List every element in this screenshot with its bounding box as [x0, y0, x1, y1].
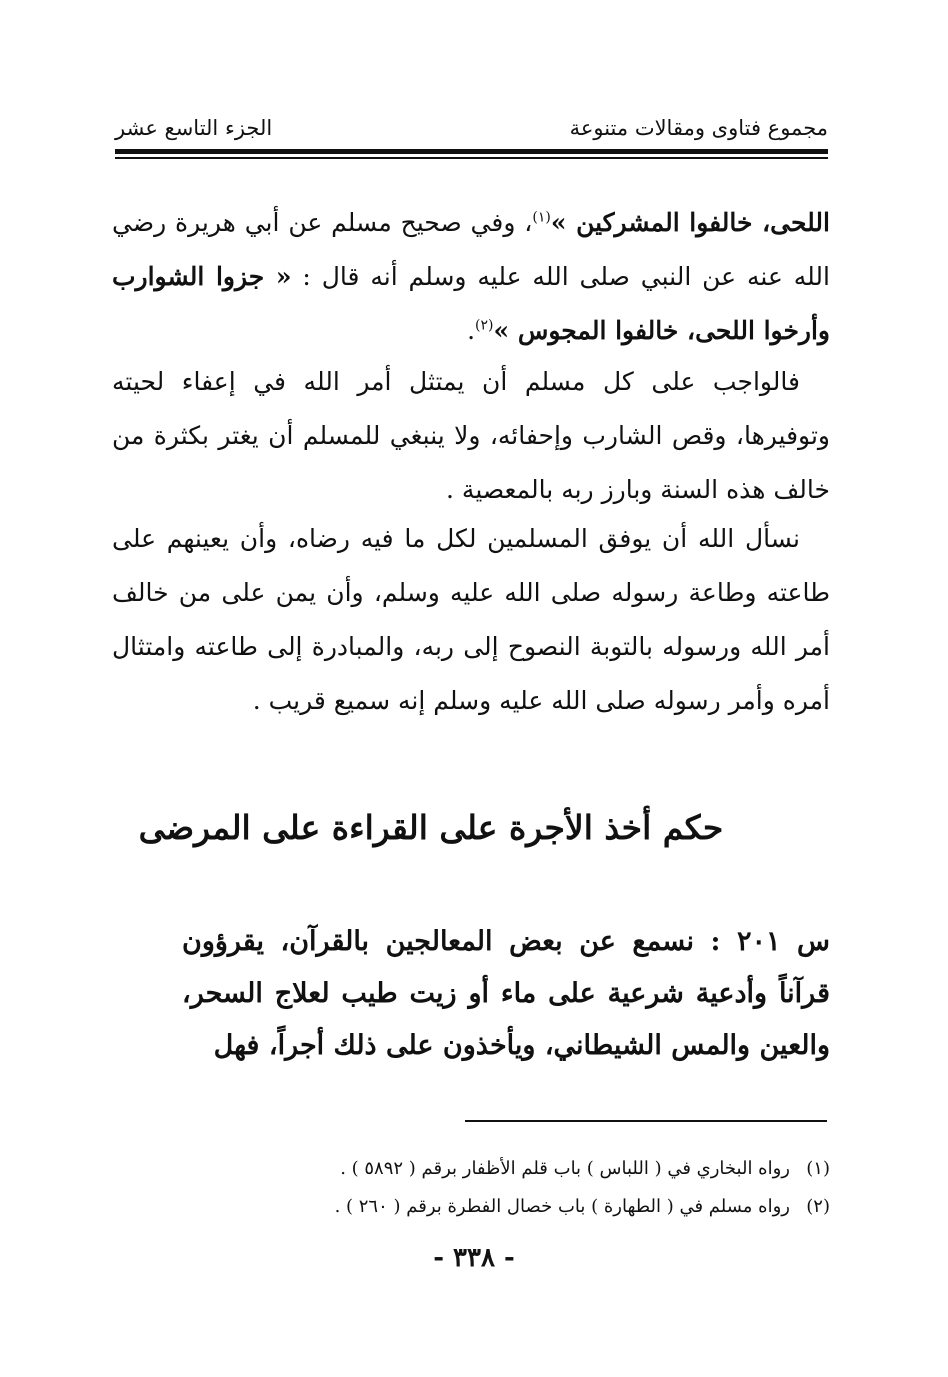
footnotes: [112, 1150, 830, 1226]
paragraph-2: [112, 355, 830, 521]
footnote-rule: [465, 1120, 827, 1122]
footnote-ref-1: (١): [532, 209, 551, 226]
paragraph-2-text: فالواجب على كل مسلم أن يمتثل أمر الله في إعفاء لحيته وتوفيرها، وقص الشارب وإحفائه، ولا ينبغي للمسلم أن يغتر بكثرة من خالف هذه السنة وبارز ربه بالمعصية .: [112, 367, 830, 504]
footnote-1: [112, 1150, 830, 1188]
hadith-quote: « جزوا الشوارب وأرخوا اللحى، خالفوا المجوس »: [112, 262, 830, 345]
footnote-text: رواه البخاري في ( اللباس ) باب قلم الأظفار برقم ( ٥٨٩٢ ) .: [340, 1158, 790, 1179]
page-number: - ٣٣٨ -: [433, 1243, 515, 1273]
book-title: مجموع فتاوى ومقالات متنوعة: [569, 116, 828, 140]
section-title: حكم أخذ الأجرة على القراءة على المرضى: [138, 808, 724, 847]
paragraph-1-text: ، وفي صحيح مسلم عن أبي هريرة رضي الله عنه عن النبي صلى الله عليه وسلم أنه قال :: [112, 208, 830, 291]
header-rule-thin: [115, 157, 828, 159]
paragraph-3: [112, 512, 830, 732]
paragraph-1: [112, 196, 830, 362]
header-rule-thick: [115, 149, 828, 154]
question-text: س ٢٠١ : نسمع عن بعض المعالجين بالقرآن، يقرؤون قرآناً وأدعية شرعية على ماء أو زيت طيب لعلاج السحر، والعين والمس الشيطاني، ويأخذون على ذلك أجراً، فهل: [182, 926, 830, 1061]
footnote-text: رواه مسلم في ( الطهارة ) باب خصال الفطرة برقم ( ٢٦٠ ) .: [334, 1196, 790, 1217]
footnote-ref-2: (٢): [475, 317, 494, 334]
page-header: [115, 112, 828, 144]
footnote-2: [112, 1188, 830, 1226]
paragraph-3-text: نسأل الله أن يوفق المسلمين لكل ما فيه رضاه، وأن يعينهم على طاعته وطاعة رسوله صلى الله عليه وسلم، وأن يمن على من خالف أمر الله ورسوله بالتوبة النصوح إلى ربه، والمبادرة إلى طاعته وامتثال أمره وأمر رسوله صلى الله عليه وسلم إنه سميع قريب .: [112, 524, 830, 715]
volume-label: الجزء التاسع عشر: [115, 116, 273, 140]
quote-end: .: [467, 316, 476, 345]
footnote-number: (٢): [806, 1196, 830, 1217]
hadith-end-bold: اللحى، خالفوا المشركين »: [550, 208, 830, 237]
footnote-number: (١): [806, 1158, 830, 1179]
